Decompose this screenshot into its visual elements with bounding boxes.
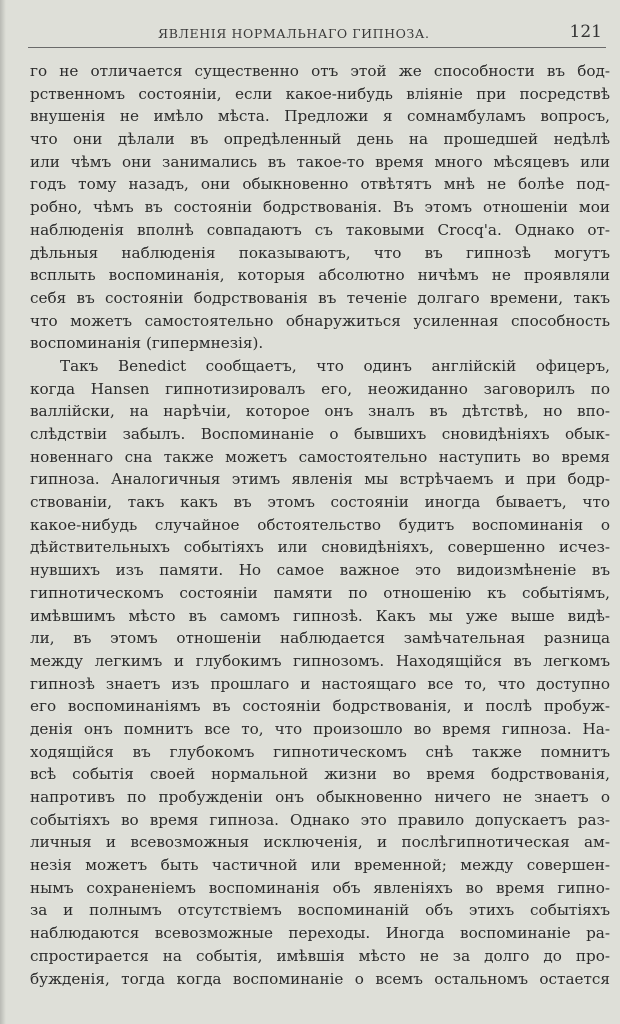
- text-line: дѣльныя наблюденія показываютъ, что въ гипнозѣ могутъ: [30, 243, 610, 262]
- text-line: годъ тому назадъ, они обыкновенно отвѣтятъ мнѣ не болѣе под-: [30, 175, 610, 194]
- text-line: наблюденія вполнѣ совпадаютъ съ таковыми Crocq'a. Однако от-: [30, 220, 610, 239]
- text-line: личныя и всевозможныя исключенія, и послѣгипнотическая ам-: [30, 833, 610, 852]
- text-line: всплыть воспоминанія, которыя абсолютно ничѣмъ не проявляли: [30, 266, 610, 285]
- page-header: [0, 22, 620, 48]
- text-line: незія можетъ быть частичной или временной; между совершен-: [30, 856, 610, 875]
- text-line: воспоминанія (гипермнезія).: [30, 334, 264, 353]
- text-line: гипнозѣ знаетъ изъ прошлаго и настоящаго все то, что доступно: [30, 674, 610, 693]
- text-line: ходящійся въ глубокомъ гипнотическомъ снѣ также помнитъ: [30, 742, 610, 761]
- text-line: нувшихъ изъ памяти. Но самое важное это видоизмѣненіе въ: [30, 561, 610, 580]
- text-line: рственномъ состояніи, если какое-нибудь вліяніе при посредствѣ: [30, 84, 610, 103]
- text-line: бужденія, тогда когда воспоминаніе о всемъ остальномъ остается: [30, 969, 610, 988]
- text-line: всѣ событія своей нормальной жизни во время бодрствованія,: [30, 765, 610, 784]
- text-line: го не отличается существенно отъ этой же способности въ бод-: [30, 62, 610, 80]
- text-line: внушенія не имѣло мѣста. Предложи я сомнамбуламъ вопросъ,: [30, 107, 610, 126]
- text-line: денія онъ помнитъ все то, что произошло во время гипноза. На-: [30, 719, 610, 738]
- text-line: когда Hansen гипнотизировалъ его, неожиданно заговорилъ по: [30, 379, 610, 398]
- body-text: [30, 60, 610, 990]
- text-line: слѣдствіи забылъ. Воспоминаніе о бывшихъ сновидѣніяхъ обык-: [30, 425, 610, 443]
- text-line: за и полнымъ отсутствіемъ воспоминаній объ этихъ событіяхъ: [30, 901, 610, 920]
- text-line: новеннаго сна также можетъ самостоятельно наступить во время: [30, 447, 610, 466]
- text-line: что можетъ самостоятельно обнаружиться усиленная способность: [30, 311, 610, 330]
- header-rule: [28, 47, 606, 48]
- text-line: валлійски, на нарѣчіи, которое онъ зналъ въ дѣтствѣ, но впо-: [30, 402, 610, 421]
- text-line: наблюдаются всевозможные переходы. Иногда воспоминаніе ра-: [30, 924, 610, 943]
- text-line: дѣйствительныхъ событіяхъ или сновидѣніяхъ, совершенно исчез-: [30, 538, 610, 557]
- text-line: ли, въ этомъ отношеніи наблюдается замѣчательная разница: [30, 629, 610, 648]
- text-line: имѣвшимъ мѣсто въ самомъ гипнозѣ. Какъ мы уже выше видѣ-: [30, 606, 610, 625]
- text-line: напротивъ по пробужденіи онъ обыкновенно ничего не знаетъ о: [30, 788, 610, 806]
- text-line: нымъ сохраненіемъ воспоминанія объ явленіяхъ во время гипно-: [30, 878, 610, 897]
- text-line: что они дѣлали въ опредѣленный день на прошедшей недѣлѣ: [30, 130, 610, 149]
- text-line: робно, чѣмъ въ состояніи бодрствованія. Въ этомъ отношеніи мои: [30, 198, 610, 217]
- running-title: ЯВЛЕНІЯ НОРМАЛЬНАГО ГИПНОЗА.: [158, 26, 430, 41]
- text-line: или чѣмъ они занимались въ такое-то время много мѣсяцевъ или: [30, 152, 610, 171]
- text-line: спростирается на событія, имѣвшія мѣсто не за долго до про-: [30, 946, 610, 965]
- text-line: его воспоминаніямъ въ состояніи бодрствованія, и послѣ пробуж-: [30, 697, 610, 716]
- text-line: событіяхъ во время гипноза. Однако это правило допускаетъ раз-: [30, 810, 610, 829]
- text-line: гипноза. Аналогичныя этимъ явленія мы встрѣчаемъ и при бодр-: [30, 470, 610, 489]
- text-line: Такъ Benedict сообщаетъ, что одинъ англійскій офицеръ,: [60, 356, 610, 375]
- page-number: 121: [569, 22, 602, 42]
- text-line: себя въ состояніи бодрствованія въ теченіе долгаго времени, такъ: [30, 288, 610, 307]
- text-line: ствованіи, такъ какъ въ этомъ состояніи иногда бываетъ, что: [30, 493, 610, 512]
- text-line: гипнотическомъ состояніи памяти по отношенію къ событіямъ,: [30, 583, 610, 602]
- scan-edge: [0, 0, 6, 1024]
- text-line: между легкимъ и глубокимъ гипнозомъ. Находящійся въ легкомъ: [30, 651, 610, 670]
- text-line: какое-нибудь случайное обстоятельство будитъ воспоминанія о: [30, 515, 610, 534]
